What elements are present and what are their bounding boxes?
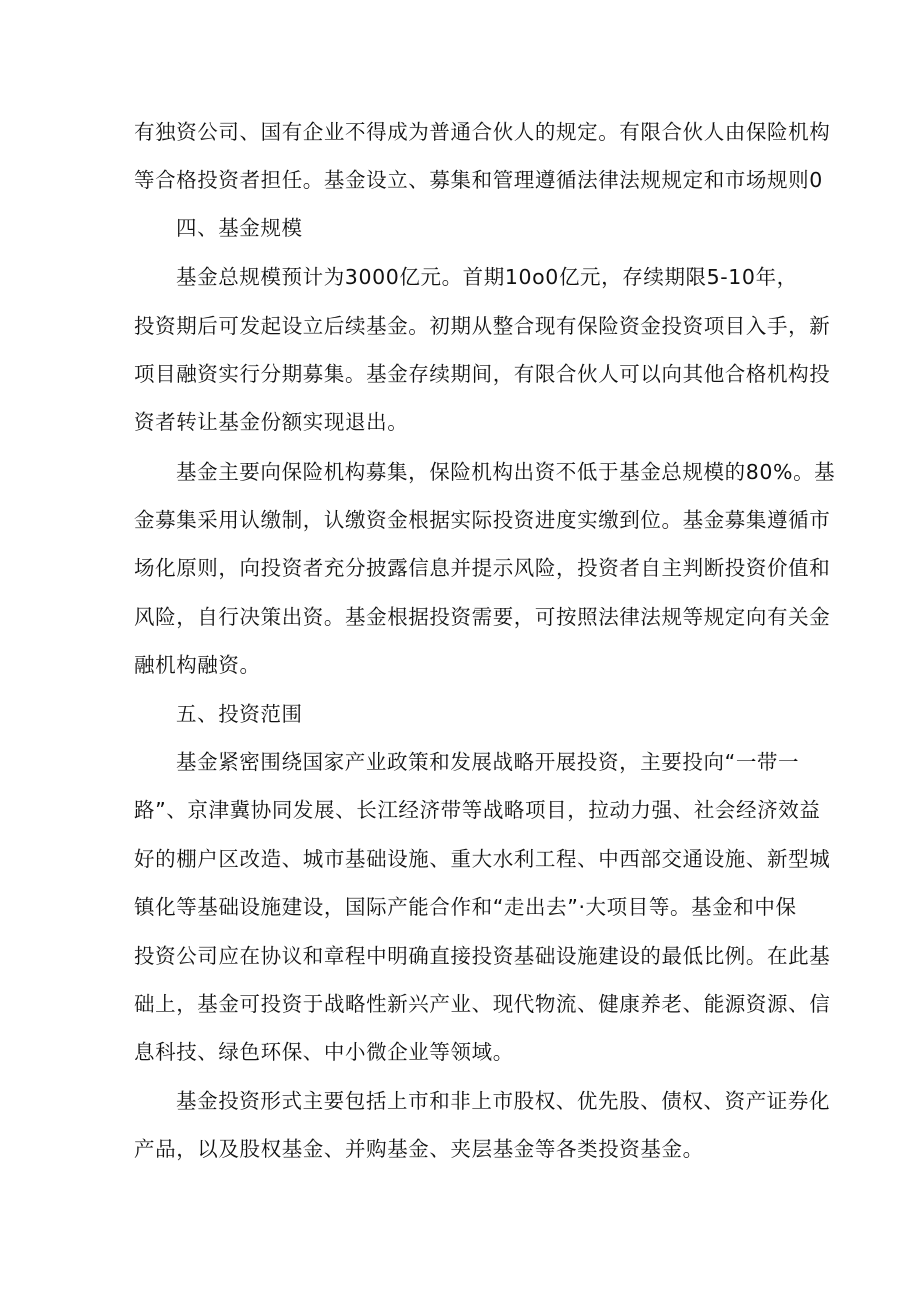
- text-line: 产品，以及股权基金、并购基金、夹层基金等各类投资基金。: [134, 1137, 704, 1161]
- text-line: 好的棚户区改造、城市基础设施、重大水利工程、中西部交通设施、新型城: [134, 847, 831, 871]
- text-line: 投资公司应在协议和章程中明确直接投资基础设施建设的最低比例。在此基: [134, 944, 831, 968]
- text-line: 资者转让基金份额实现退出。: [134, 410, 409, 434]
- text-line: 息科技、绿色环保、中小微企业等领域。: [134, 1040, 514, 1064]
- text-line: 基金主要向保险机构募集，保险机构出资不低于基金总规模的80%。基: [176, 460, 836, 484]
- text-line: 风险，自行决策出资。基金根据投资需要，可按照法律法规等规定向有关金: [134, 605, 831, 629]
- text-line: 等合格投资者担任。基金设立、募集和管理遵循法律法规规定和市场规则0: [134, 168, 823, 192]
- text-line: 项目融资实行分期募集。基金存续期间，有限合伙人可以向其他合格机构投: [134, 362, 831, 386]
- text-line: 基金投资形式主要包括上市和非上市股权、优先股、债权、资产证券化: [176, 1089, 831, 1113]
- text-line: 础上，基金可投资于战略性新兴产业、现代物流、健康养老、能源资源、信: [134, 992, 831, 1016]
- section-heading: 五、投资范围: [176, 702, 303, 726]
- text-line: 金募集采用认缴制，认缴资金根据实际投资进度实缴到位。基金募集遵循市: [134, 508, 831, 532]
- text-line: 投资期后可发起设立后续基金。初期从整合现有保险资金投资项目入手，新: [134, 314, 831, 338]
- text-line: 融机构融资。: [134, 653, 261, 677]
- text-line: 基金紧密围绕国家产业政策和发展战略开展投资，主要投向“一带一: [176, 750, 800, 774]
- text-line: 有独资公司、国有企业不得成为普通合伙人的规定。有限合伙人由保险机构: [134, 120, 831, 144]
- text-line: 基金总规模预计为3000亿元。首期10o0亿元，存续期限5-10年，: [176, 265, 798, 289]
- text-line: 镇化等基础设施建设，国际产能合作和“走出去”·大项目等。基金和中保: [134, 895, 797, 919]
- text-line: 场化原则，向投资者充分披露信息并提示风险，投资者自主判断投资价值和: [134, 556, 831, 580]
- text-line: 路”、京津冀协同发展、长江经济带等战略项目，拉动力强、社会经济效益: [134, 798, 821, 822]
- section-heading: 四、基金规模: [176, 216, 303, 240]
